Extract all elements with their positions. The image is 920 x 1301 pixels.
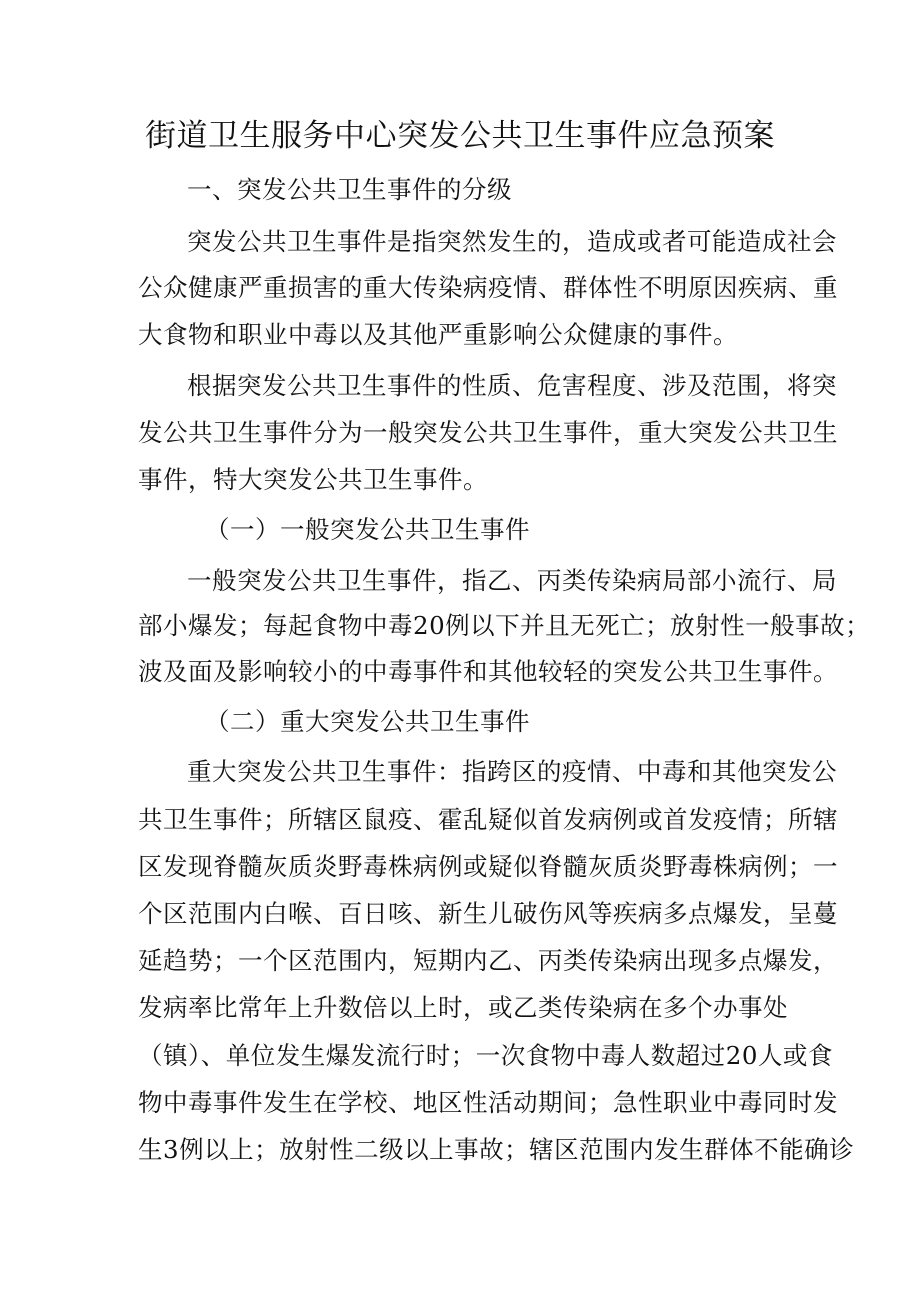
paragraph-major-event-line: 重大突发公共卫生事件：指跨区的疫情、中毒和其他突发公 [187,757,837,786]
paragraph-general-event-line: 一般突发公共卫生事件，指乙、丙类传染病局部小流行、局 [187,566,837,595]
paragraph-definition-line: 公众健康严重损害的重大传染病疫情、群体性不明原因疾病、重 [138,273,838,302]
paragraph-major-event-line: （镇）、单位发生爆发流行时；一次食物中毒人数超过20人或食 [138,1041,833,1070]
subsection-heading-general-event: （一）一般突发公共卫生事件 [205,515,530,544]
paragraph-classification-line: 事件，特大突发公共卫生事件。 [138,465,488,494]
paragraph-definition-line: 突发公共卫生事件是指突然发生的，造成或者可能造成社会 [187,227,837,256]
subsection-heading-major-event: （二）重大突发公共卫生事件 [205,707,530,736]
paragraph-classification-line: 根据突发公共卫生事件的性质、危害程度、涉及范围，将突 [187,371,837,400]
paragraph-major-event-line: 个区范围内白喉、百日咳、新生儿破伤风等疾病多点爆发，呈蔓 [138,899,838,928]
paragraph-definition-line: 大食物和职业中毒以及其他严重影响公众健康的事件。 [138,320,738,349]
document-title: 街道卫生服务中心突发公共卫生事件应急预案 [145,118,775,154]
paragraph-classification-line: 发公共卫生事件分为一般突发公共卫生事件，重大突发公共卫生 [138,418,838,447]
paragraph-major-event-line: 区发现脊髓灰质炎野毒株病例或疑似脊髓灰质炎野毒株病例；一 [138,852,838,881]
section-heading-grading: 一、突发公共卫生事件的分级 [187,175,512,204]
paragraph-major-event-line: 共卫生事件；所辖区鼠疫、霍乱疑似首发病例或首发疫情；所辖 [138,805,838,834]
paragraph-major-event-line: 生3例以上；放射性二级以上事故；辖区范围内发生群体不能确诊 [138,1135,855,1164]
paragraph-major-event-line: 发病率比常年上升数倍以上时，或乙类传染病在多个办事处 [138,993,788,1022]
paragraph-major-event-line: 物中毒事件发生在学校、地区性活动期间；急性职业中毒同时发 [138,1088,838,1117]
paragraph-general-event-line: 波及面及影响较小的中毒事件和其他较轻的突发公共卫生事件。 [138,657,838,686]
paragraph-general-event-line: 部小爆发；每起食物中毒20例以下并且无死亡；放射性一般事故； [138,611,871,640]
paragraph-major-event-line: 延趋势；一个区范围内，短期内乙、丙类传染病出现多点爆发， [138,946,838,975]
